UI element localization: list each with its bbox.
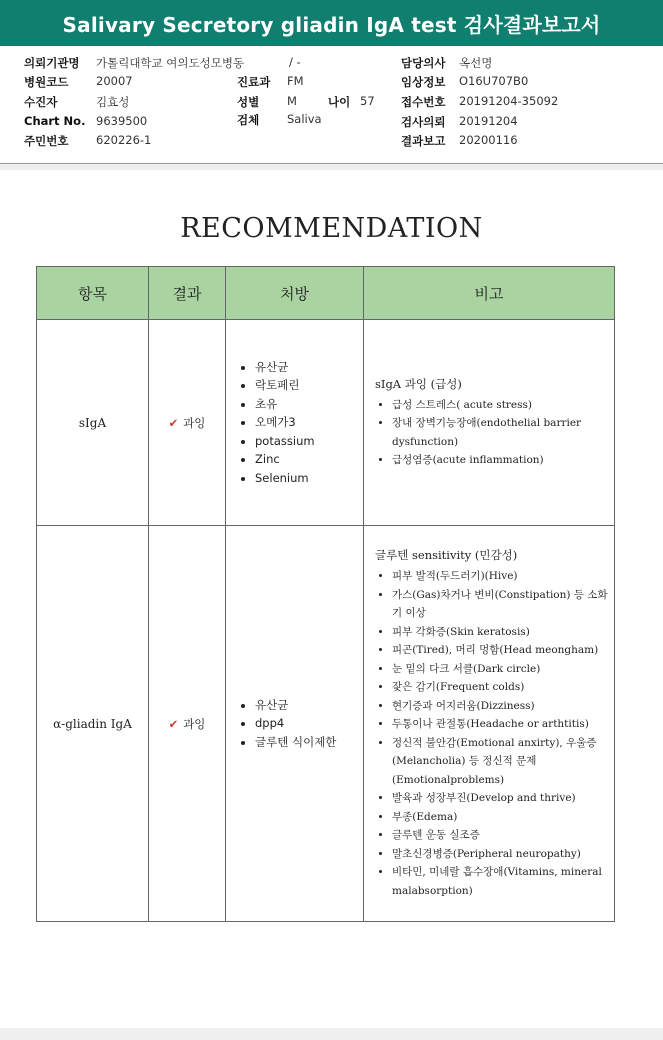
sex-value: M (287, 94, 297, 108)
prescription-list (227, 696, 362, 752)
list-item: • 유산균 (255, 696, 362, 715)
result-value: 과잉 (183, 415, 206, 430)
item-cell: sIgA (37, 320, 149, 526)
prescription-cell (226, 320, 364, 526)
list-item: • 두통이나 관절통(Headache or arthtitis) (392, 715, 608, 734)
age-label: 나이 (328, 95, 351, 109)
table-row (37, 526, 615, 922)
list-item: • 유산균 (255, 358, 362, 377)
footer-strip (0, 1028, 663, 1040)
sex-label: 성별 (237, 95, 260, 109)
list-item: • 현기증과 어지러움(Dizziness) (392, 697, 608, 716)
specimen-value: Saliva (287, 112, 322, 126)
report-date-value: 20200116 (459, 133, 518, 147)
column-header-prescription: 처방 (226, 267, 364, 320)
dept-label: 진료과 (237, 75, 271, 89)
recipient-label: 수진자 (24, 95, 58, 109)
clinical-value: O16U707B0 (459, 74, 529, 88)
recipient-value: 김효성 (96, 95, 130, 109)
note-cell (364, 526, 615, 922)
age-value: 57 (360, 94, 375, 108)
report-title: Salivary Secretory gliadin IgA test 검사결과보고서 (62, 12, 601, 37)
column-header-note: 비고 (364, 267, 615, 320)
result-cell (149, 526, 226, 922)
institution-value: 가톨릭대학교 여의도성모병동 (96, 56, 245, 70)
list-item: • 급성 스트레스( acute stress) (392, 396, 608, 415)
report-date-label: 결과보고 (401, 134, 446, 148)
list-item: • 오메가3 (255, 413, 362, 432)
dept-value: FM (287, 74, 304, 88)
list-item: • dpp4 (255, 714, 362, 733)
list-item: • 피부 각화증(Skin keratosis) (392, 623, 608, 642)
column-header-item: 항목 (37, 267, 149, 320)
doctor-value: 옥선명 (459, 56, 493, 70)
report-title-bar (0, 0, 663, 46)
list-item: • potassium (255, 432, 362, 451)
table-row (37, 320, 615, 526)
recommendation-table (36, 266, 615, 922)
list-item: • 정신적 불안감(Emotional anxirty), 우울증(Melancholia) 등 정신적 문제(Emotionalproblems) (392, 734, 608, 790)
column-header-result: 결과 (149, 267, 226, 320)
resident-label: 주민번호 (24, 134, 69, 148)
list-item: • 초유 (255, 395, 362, 414)
receipt-label: 접수번호 (401, 95, 446, 109)
prescription-list (227, 358, 362, 488)
result-cell (149, 320, 226, 526)
list-item: • Selenium (255, 469, 362, 488)
note-list (375, 567, 608, 900)
list-item: • 부종(Edema) (392, 808, 608, 827)
list-item: • 락토페린 (255, 376, 362, 395)
note-list (375, 396, 608, 470)
item-cell: α-gliadin IgA (37, 526, 149, 922)
list-item: • 피곤(Tired), 머리 멍함(Head meongham) (392, 641, 608, 660)
resident-value: 620226-1 (96, 133, 152, 147)
list-item: • Zinc (255, 450, 362, 469)
prescription-cell (226, 526, 364, 922)
doctor-label: 담당의사 (401, 56, 446, 70)
hospital-code-value: 20007 (96, 74, 133, 88)
checkmark-icon: ✔ (168, 716, 179, 731)
list-item: • 발육과 성장부진(Develop and thrive) (392, 789, 608, 808)
list-item: • 말초신경병증(Peripheral neuropathy) (392, 845, 608, 864)
list-item: • 급성염증(acute inflammation) (392, 451, 608, 470)
chart-value: 9639500 (96, 114, 148, 128)
patient-info-block (0, 50, 663, 164)
request-date-value: 20191204 (459, 114, 518, 128)
checkmark-icon: ✔ (168, 415, 179, 430)
note-title: sIgA 과잉 (급성) (375, 376, 462, 391)
list-item: • 눈 밑의 다크 서클(Dark circle) (392, 660, 608, 679)
request-date-label: 검사의뢰 (401, 115, 446, 129)
chart-label: Chart No. (24, 114, 86, 128)
receipt-value: 20191204-35092 (459, 94, 559, 108)
table-header-row (37, 267, 615, 320)
list-item: • 가스(Gas)차거나 변비(Constipation) 등 소화기 이상 (392, 586, 608, 623)
list-item: • 글루텐 식이제한 (255, 733, 362, 752)
header-shadow-strip (0, 164, 663, 170)
list-item: • 글루텐 운동 실조증 (392, 826, 608, 845)
institution-label: 의뢰기관명 (24, 56, 80, 70)
note-cell (364, 320, 615, 526)
section-heading: RECOMMENDATION (180, 213, 483, 244)
note-title: 글루텐 sensitivity (민감성) (375, 548, 518, 562)
list-item: • 비타민, 미네랄 흡수장애(Vitamins, mineral malabsorption) (392, 863, 608, 900)
list-item: • 피부 발적(두드러기)(Hive) (392, 567, 608, 586)
institution-extra: / - (289, 55, 301, 69)
hospital-code-label: 병원코드 (24, 75, 69, 89)
specimen-label: 검체 (237, 113, 260, 127)
clinical-label: 임상정보 (401, 75, 446, 89)
list-item: • 장내 장벽기능장애(endothelial barrier dysfunction) (392, 414, 608, 451)
result-value: 과잉 (183, 716, 206, 731)
list-item: • 잦은 감기(Frequent colds) (392, 678, 608, 697)
